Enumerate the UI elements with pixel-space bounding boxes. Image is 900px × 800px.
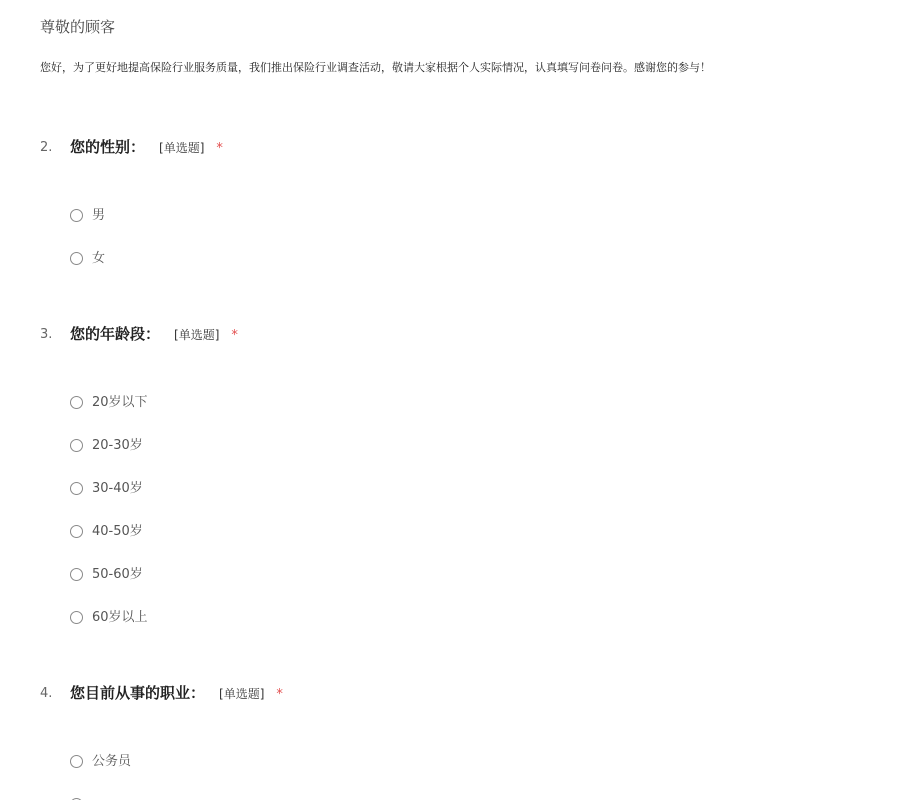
options-age xyxy=(70,395,148,653)
option-age-50-60[interactable] xyxy=(70,567,148,610)
question-number: 3. xyxy=(40,327,53,342)
question-age xyxy=(40,323,860,347)
options-gender xyxy=(70,208,105,294)
question-type-label: [单选题] xyxy=(174,328,220,342)
radio-icon[interactable] xyxy=(70,396,83,409)
option-civil-servant[interactable] xyxy=(70,754,131,797)
greeting-heading: 尊敬的顾客 xyxy=(40,18,116,36)
radio-icon[interactable] xyxy=(70,439,83,452)
radio-icon[interactable] xyxy=(70,252,83,265)
question-title xyxy=(70,323,238,344)
option-label: 公务员 xyxy=(92,754,132,769)
required-mark: * xyxy=(216,141,223,156)
question-gender xyxy=(40,136,860,160)
question-title xyxy=(70,682,283,703)
question-header xyxy=(40,323,860,347)
intro-text: 您好，为了更好地提高保险行业服务质量，我们推出保险行业调查活动，敬请大家根据个人实际情况，认真填写问卷问卷。感谢您的参与！ xyxy=(40,61,711,74)
option-age-20-30[interactable] xyxy=(70,438,148,481)
question-header xyxy=(40,682,860,706)
question-type-label: [单选题] xyxy=(219,687,265,701)
option-label: 20-30岁 xyxy=(92,438,143,453)
option-age-under-20[interactable] xyxy=(70,395,148,438)
option-age-over-60[interactable] xyxy=(70,610,148,653)
required-mark: * xyxy=(276,687,283,702)
option-female[interactable] xyxy=(70,251,105,294)
question-title xyxy=(70,136,223,157)
option-label: 50-60岁 xyxy=(92,567,143,582)
required-mark: * xyxy=(231,328,238,343)
question-type-label: [单选题] xyxy=(159,141,205,155)
question-title-text: 您的年龄段： xyxy=(70,325,161,343)
question-header xyxy=(40,136,860,160)
option-age-40-50[interactable] xyxy=(70,524,148,567)
options-occupation xyxy=(70,754,131,800)
option-label: 60岁以上 xyxy=(92,610,148,625)
option-label: 女 xyxy=(92,251,106,266)
option-label: 40-50岁 xyxy=(92,524,143,539)
question-number: 2. xyxy=(40,140,53,155)
option-label: 男 xyxy=(92,208,106,223)
option-age-30-40[interactable] xyxy=(70,481,148,524)
radio-icon[interactable] xyxy=(70,755,83,768)
question-title-text: 您目前从事的职业： xyxy=(70,684,206,702)
option-label: 30-40岁 xyxy=(92,481,143,496)
question-number: 4. xyxy=(40,686,53,701)
radio-icon[interactable] xyxy=(70,482,83,495)
radio-icon[interactable] xyxy=(70,525,83,538)
radio-icon[interactable] xyxy=(70,611,83,624)
radio-icon[interactable] xyxy=(70,209,83,222)
question-occupation xyxy=(40,682,860,706)
question-title-text: 您的性别： xyxy=(70,138,146,156)
option-male[interactable] xyxy=(70,208,105,251)
radio-icon[interactable] xyxy=(70,568,83,581)
option-label: 20岁以下 xyxy=(92,395,148,410)
